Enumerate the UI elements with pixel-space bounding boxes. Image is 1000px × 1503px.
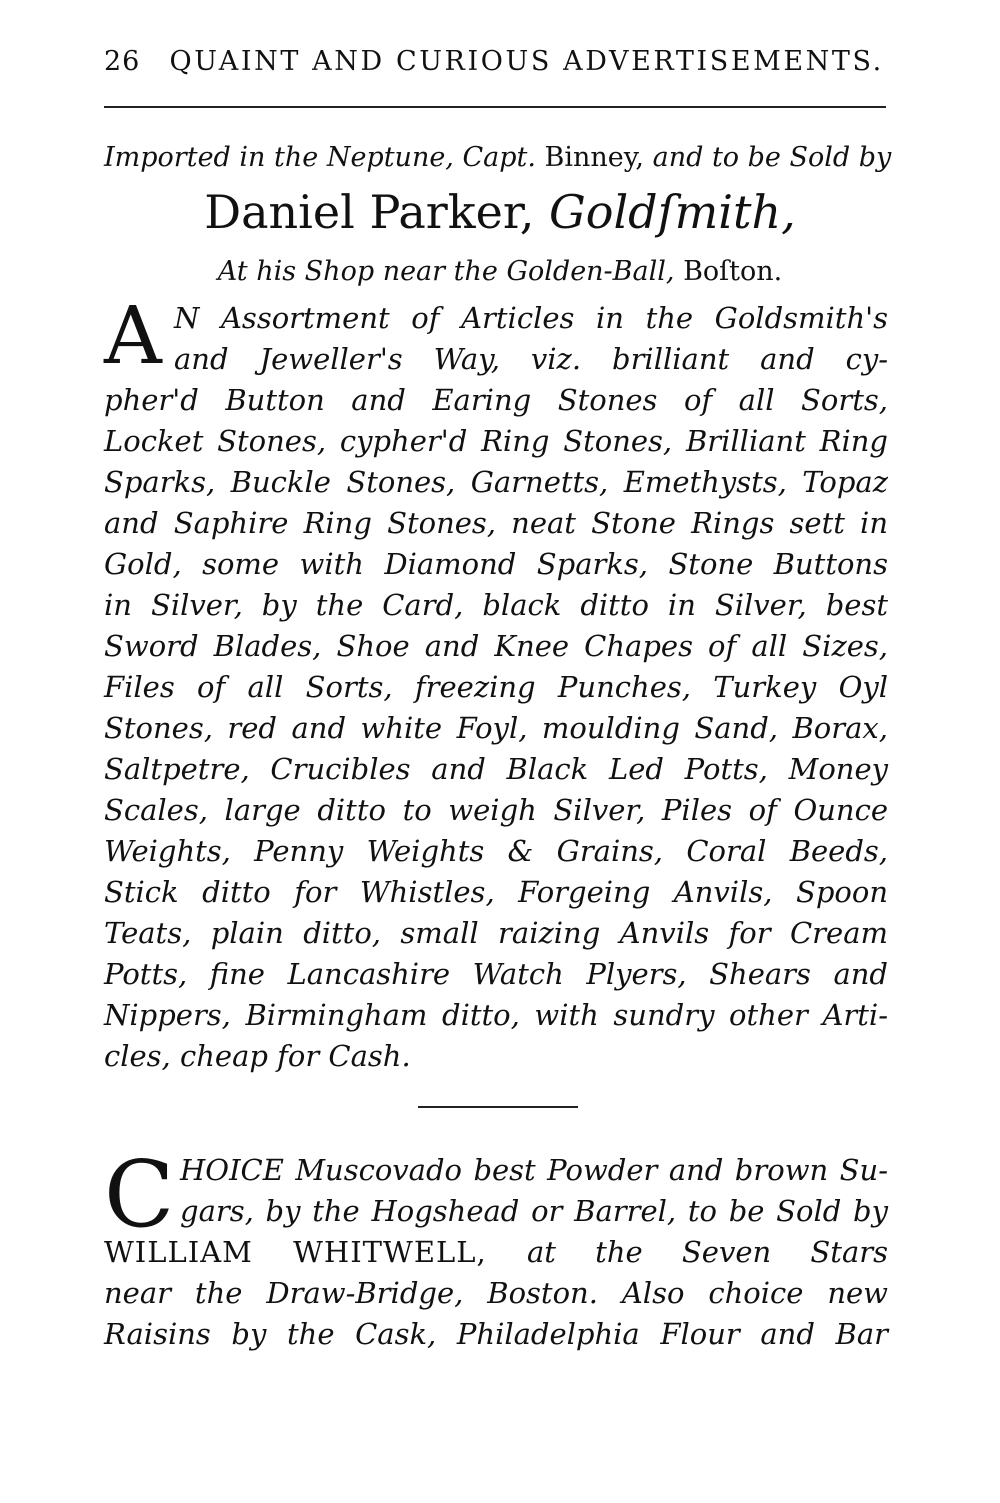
ad2-shop-sign: at the Seven Stars	[526, 1235, 888, 1269]
ad1-body-line: Scales, large ditto to weigh Silver, Piles of Ounce	[104, 793, 888, 827]
ad1-name-roman: Daniel Parker,	[204, 185, 550, 239]
ad1-body-line: Nippers, Birmingham ditto, with sundry other Arti-	[104, 998, 888, 1032]
ad1-shop-location	[0, 252, 1000, 292]
ad-separator-rule	[418, 1106, 578, 1108]
page-number: 26	[104, 46, 141, 77]
ad1-shop-town: Boſton.	[683, 256, 783, 287]
ad2-merchant-name: WILLIAM WHITWELL,	[104, 1235, 527, 1269]
ad1-body-line: Saltpetre, Crucibles and Black Led Potts, Money	[104, 752, 888, 786]
ad1-name-trade: Goldſmith,	[549, 185, 796, 239]
ad2-body-line: HOICE Muscovado best Powder and brown Su-	[180, 1153, 888, 1187]
ad1-intro-captain: Binney,	[544, 142, 653, 173]
ad1-body-line: Gold, some with Diamond Sparks, Stone Buttons	[104, 547, 888, 581]
running-title: QUAINT AND CURIOUS ADVERTISEMENTS.	[169, 46, 884, 77]
ad2-drop-cap: C	[104, 1141, 175, 1248]
ad1-merchant-name	[0, 184, 1000, 240]
ad1-body-line: cles, cheap for Cash.	[104, 1039, 411, 1073]
ad2-body-line: gars, by the Hogshead or Barrel, to be Sold by	[180, 1194, 888, 1228]
ad1-intro-part3: and to be Sold by	[652, 142, 892, 173]
ad1-body-line: Potts, fine Lancashire Watch Plyers, Shears and	[104, 957, 888, 991]
ad1-body-line: Weights, Penny Weights & Grains, Coral Beeds,	[104, 834, 888, 868]
ad1-body-line: Locket Stones, cypher'd Ring Stones, Brilliant Ring	[104, 424, 888, 458]
ad1-body-line: Stones, red and white Foyl, moulding Sand, Borax,	[104, 711, 888, 745]
ad1-body-line: Stick ditto for Whistles, Forgeing Anvils, Spoon	[104, 875, 888, 909]
ad1-intro-line	[104, 138, 892, 178]
ad1-body-line: Teats, plain ditto, small raizing Anvils for Cream	[104, 916, 888, 950]
header-rule	[104, 106, 886, 108]
ad1-shop-italic: At his Shop near the Golden-Ball,	[217, 256, 684, 287]
ad2-body-line: near the Draw-Bridge, Boston. Also choice new	[104, 1276, 888, 1310]
ad1-body-line: pher'd Button and Earing Stones of all Sorts,	[104, 383, 888, 417]
ad1-body-line: and Saphire Ring Stones, neat Stone Rings sett in	[104, 506, 888, 540]
ad1-drop-cap: A	[104, 289, 162, 382]
ad1-body-line: Sword Blades, Shoe and Knee Chapes of all Sizes,	[104, 629, 888, 663]
ad1-body-line: and Jeweller's Way, viz. brilliant and cy-	[174, 342, 888, 376]
running-head	[104, 42, 888, 82]
ad2-body-line: Raisins by the Cask, Philadelphia Flour and Bar	[104, 1317, 888, 1351]
ad1-body-line: N Assortment of Articles in the Goldsmith's	[174, 301, 888, 335]
ad1-intro-part1: Imported in the Neptune, Capt.	[104, 142, 545, 173]
ad1-body-line: in Silver, by the Card, black ditto in Silver, best	[104, 588, 888, 622]
ad1-body-line: Sparks, Buckle Stones, Garnetts, Emethysts, Topaz	[104, 465, 888, 499]
ad2-body-line	[104, 1232, 888, 1272]
ad1-body-line: Files of all Sorts, freezing Punches, Turkey Oyl	[104, 670, 888, 704]
